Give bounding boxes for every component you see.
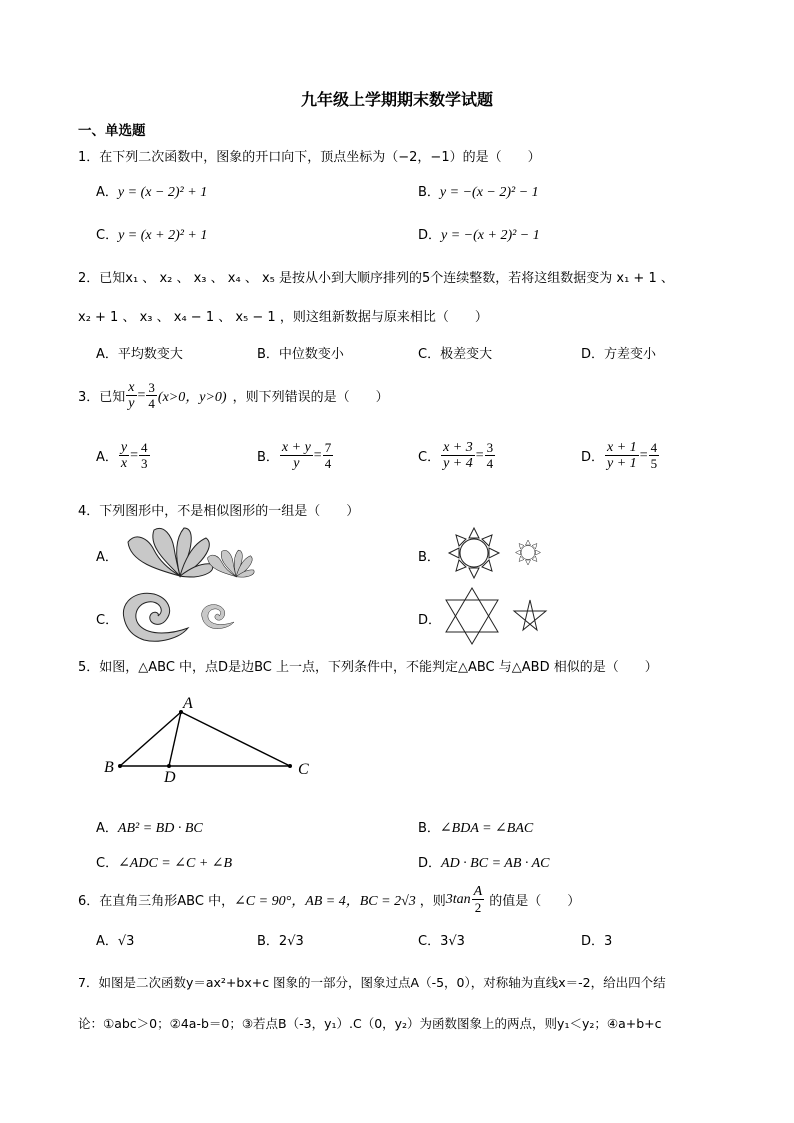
q3-option-b-label: B． <box>257 450 279 465</box>
q3-given-ratio <box>146 380 157 411</box>
q3-given-rnum: 3 <box>148 380 155 395</box>
page-title: 九年级上学期期末数学试题 <box>300 90 493 109</box>
q3-a-frac1 <box>119 440 129 471</box>
q3-given-cond: (x>0，y>0) <box>157 389 227 405</box>
q1-option-c[interactable] <box>96 224 207 244</box>
q5-option-b-label: B． <box>418 821 440 836</box>
q4-option-b-label[interactable]: B． <box>418 550 440 565</box>
q3-given-num: x <box>128 380 135 395</box>
small-cloud-swirl-icon <box>202 605 234 629</box>
q2-option-a[interactable]: A．平均数变大 <box>96 347 183 362</box>
q5-option-a-label: A． <box>96 821 118 836</box>
q3-a-d1: x <box>120 456 128 471</box>
hexagram-icon <box>446 588 498 644</box>
q3-a-n1: y <box>120 440 128 455</box>
triangle-vertices <box>118 710 292 768</box>
q3-c-d1: y + 4 <box>443 456 473 471</box>
q5-option-d-label: D． <box>418 856 442 871</box>
q6-option-b[interactable]: B．2√3 <box>257 934 304 949</box>
q3-option-d-label: D． <box>581 450 605 465</box>
q3-option-c-label: C． <box>418 450 441 465</box>
q3-b-d2: 4 <box>324 456 332 471</box>
q6-stem-post: 的值是（ ） <box>489 894 581 909</box>
q6-frac-d: 2 <box>474 900 482 915</box>
q5-option-b-expr: ∠BDA = ∠BAC <box>439 821 534 836</box>
q3-option-b[interactable] <box>257 440 334 471</box>
q1-option-a[interactable] <box>96 181 207 201</box>
vertex-b-label: B <box>104 759 114 776</box>
question-2-stem-line1: 2．已知x₁ 、 x₂ 、 x₃ 、 x₄ 、 x₅ 是按从小到大顺序排列的5个连续整数，若将这组数据变为 x₁ + 1 、 <box>78 271 674 286</box>
section-heading: 一、单选题 <box>78 123 146 139</box>
q4-option-c-label[interactable]: C． <box>96 613 119 628</box>
q4-option-a-label[interactable]: A． <box>96 550 118 565</box>
question-1-stem: 1．在下列二次函数中，图象的开口向下，顶点坐标为（−2，−1）的是（ ） <box>78 150 541 165</box>
q3-d-d1: y + 1 <box>607 456 637 471</box>
q3-option-a[interactable] <box>96 440 151 471</box>
q3-b-frac1 <box>280 440 313 471</box>
q5-option-c-label: C． <box>96 856 119 871</box>
q3-d-n2: 4 <box>650 440 658 455</box>
vertex-d-label: D <box>164 769 176 786</box>
q6-frac-n: A <box>473 884 483 899</box>
q1-option-d-expr: y = −(x + 2)² − 1 <box>441 228 540 243</box>
q5-option-d-expr: AD · BC = AB · AC <box>441 856 550 871</box>
q6-stem-pre: 6．在直角三角形ABC 中， <box>78 894 235 909</box>
question-2-stem-line2: x₂ + 1 、 x₃ 、 x₄ − 1 、 x₅ − 1 ，则这组新数据与原来相比（ ） <box>78 310 488 325</box>
q5-triangle-diagram <box>100 692 320 788</box>
q4-option-c-figure <box>116 588 246 646</box>
q4-option-a-figure <box>118 524 258 582</box>
question-7-line1: 7．如图是二次函数y＝ax²+bx+c 图象的一部分，图象过点A（-5，0），对称轴为直线x＝-2，给出四个结 <box>78 975 666 990</box>
q3-d-d2: 5 <box>650 456 658 471</box>
q5-option-a[interactable] <box>96 817 203 837</box>
q3-given-rden: 4 <box>148 396 155 411</box>
triangle-lines <box>120 712 290 766</box>
q3-c-d2: 4 <box>486 456 494 471</box>
question-7-line2: 论：①abc＞0；②4a-b＝0；③若点B（-3，y₁）.C（0，y₂）为函数图象上的两点，则y₁＜y₂；④a+b+c <box>78 1016 662 1031</box>
q3-b-n1: x + y <box>281 440 311 455</box>
q1-option-c-label: C． <box>96 228 119 243</box>
q3-a-n2: 4 <box>141 440 148 455</box>
q3-a-frac2 <box>139 440 150 471</box>
q1-option-b-label: B． <box>418 185 440 200</box>
large-sun-icon <box>449 528 499 578</box>
q1-option-d-label: D． <box>418 228 442 243</box>
q1-option-b-expr: y = −(x − 2)² − 1 <box>439 185 539 200</box>
q1-option-a-label: A． <box>96 185 118 200</box>
q3-c-frac1 <box>441 440 475 471</box>
small-sun-icon <box>516 540 541 565</box>
q2-option-c[interactable]: C．极差变大 <box>418 347 493 362</box>
q3-stem-post: ，则下列错误的是（ ） <box>232 390 389 405</box>
large-cloud-swirl-icon <box>123 593 188 641</box>
q3-c-frac2 <box>485 440 496 471</box>
q3-a-d2: 3 <box>141 456 148 471</box>
q6-stem-mid: ，则 <box>419 894 446 909</box>
pentagram-icon <box>514 600 546 630</box>
vertex-a-label: A <box>183 695 193 712</box>
q5-option-c[interactable] <box>96 852 232 872</box>
q3-option-c[interactable] <box>418 440 496 471</box>
question-5-stem: 5．如图，△ABC 中，点D是边BC 上一点，下列条件中，不能判定△ABC 与△ABD 相似的是（ ） <box>78 660 658 675</box>
q6-half-angle-fraction <box>472 884 485 915</box>
vertex-c-label: C <box>298 761 309 778</box>
q5-option-a-expr: AB² = BD · BC <box>117 821 203 836</box>
q4-option-b-figure <box>442 524 552 582</box>
small-leaf-fan-icon <box>208 550 255 577</box>
q1-option-d[interactable] <box>418 224 540 244</box>
q3-c-n1: x + 3 <box>443 440 473 455</box>
question-4-stem: 4．下列图形中，不是相似图形的一组是（ ） <box>78 504 360 519</box>
q3-d-frac2 <box>649 440 660 471</box>
q1-option-b[interactable] <box>418 181 539 201</box>
q3-d-n1: x + 1 <box>607 440 637 455</box>
q6-option-c[interactable]: C．3√3 <box>418 934 465 949</box>
q3-given-fraction <box>126 380 136 411</box>
q3-c-eq: = <box>475 447 484 463</box>
q5-option-c-expr: ∠ADC = ∠C + ∠B <box>118 856 233 871</box>
q3-a-eq: = <box>130 447 139 463</box>
q3-d-eq: = <box>639 447 648 463</box>
q6-stem-cond: ∠C = 90°，AB = 4，BC = 2√3 <box>234 893 416 909</box>
q3-b-eq: = <box>313 447 322 463</box>
q3-option-d[interactable] <box>581 440 660 471</box>
q4-option-d-label[interactable]: D． <box>418 613 442 628</box>
q3-c-n2: 3 <box>486 440 494 455</box>
question-6-stem <box>78 884 580 915</box>
q3-given-den: y <box>128 396 135 411</box>
q2-option-b[interactable]: B．中位数变小 <box>257 347 344 362</box>
q6-option-d[interactable]: D．3 <box>581 934 613 949</box>
q6-option-a[interactable]: A．√3 <box>96 934 135 949</box>
q5-option-d[interactable] <box>418 852 550 872</box>
q2-option-d[interactable]: D．方差变小 <box>581 347 657 362</box>
large-leaf-fan-icon <box>128 528 213 577</box>
q1-option-c-expr: y = (x + 2)² + 1 <box>118 228 208 243</box>
q6-stem-tan: 3tan <box>445 891 471 907</box>
q3-stem-pre: 3．已知 <box>78 390 126 405</box>
q3-b-frac2 <box>323 440 334 471</box>
q3-option-a-label: A． <box>96 450 118 465</box>
question-3-stem <box>78 380 389 411</box>
q3-given-eq: = <box>137 387 146 403</box>
q1-option-a-expr: y = (x − 2)² + 1 <box>117 185 208 200</box>
q4-option-d-figure <box>442 586 552 648</box>
q3-b-d1: y <box>293 456 300 471</box>
q3-b-n2: 7 <box>324 440 332 455</box>
q5-option-b[interactable] <box>418 817 533 837</box>
q3-d-frac1 <box>605 440 639 471</box>
